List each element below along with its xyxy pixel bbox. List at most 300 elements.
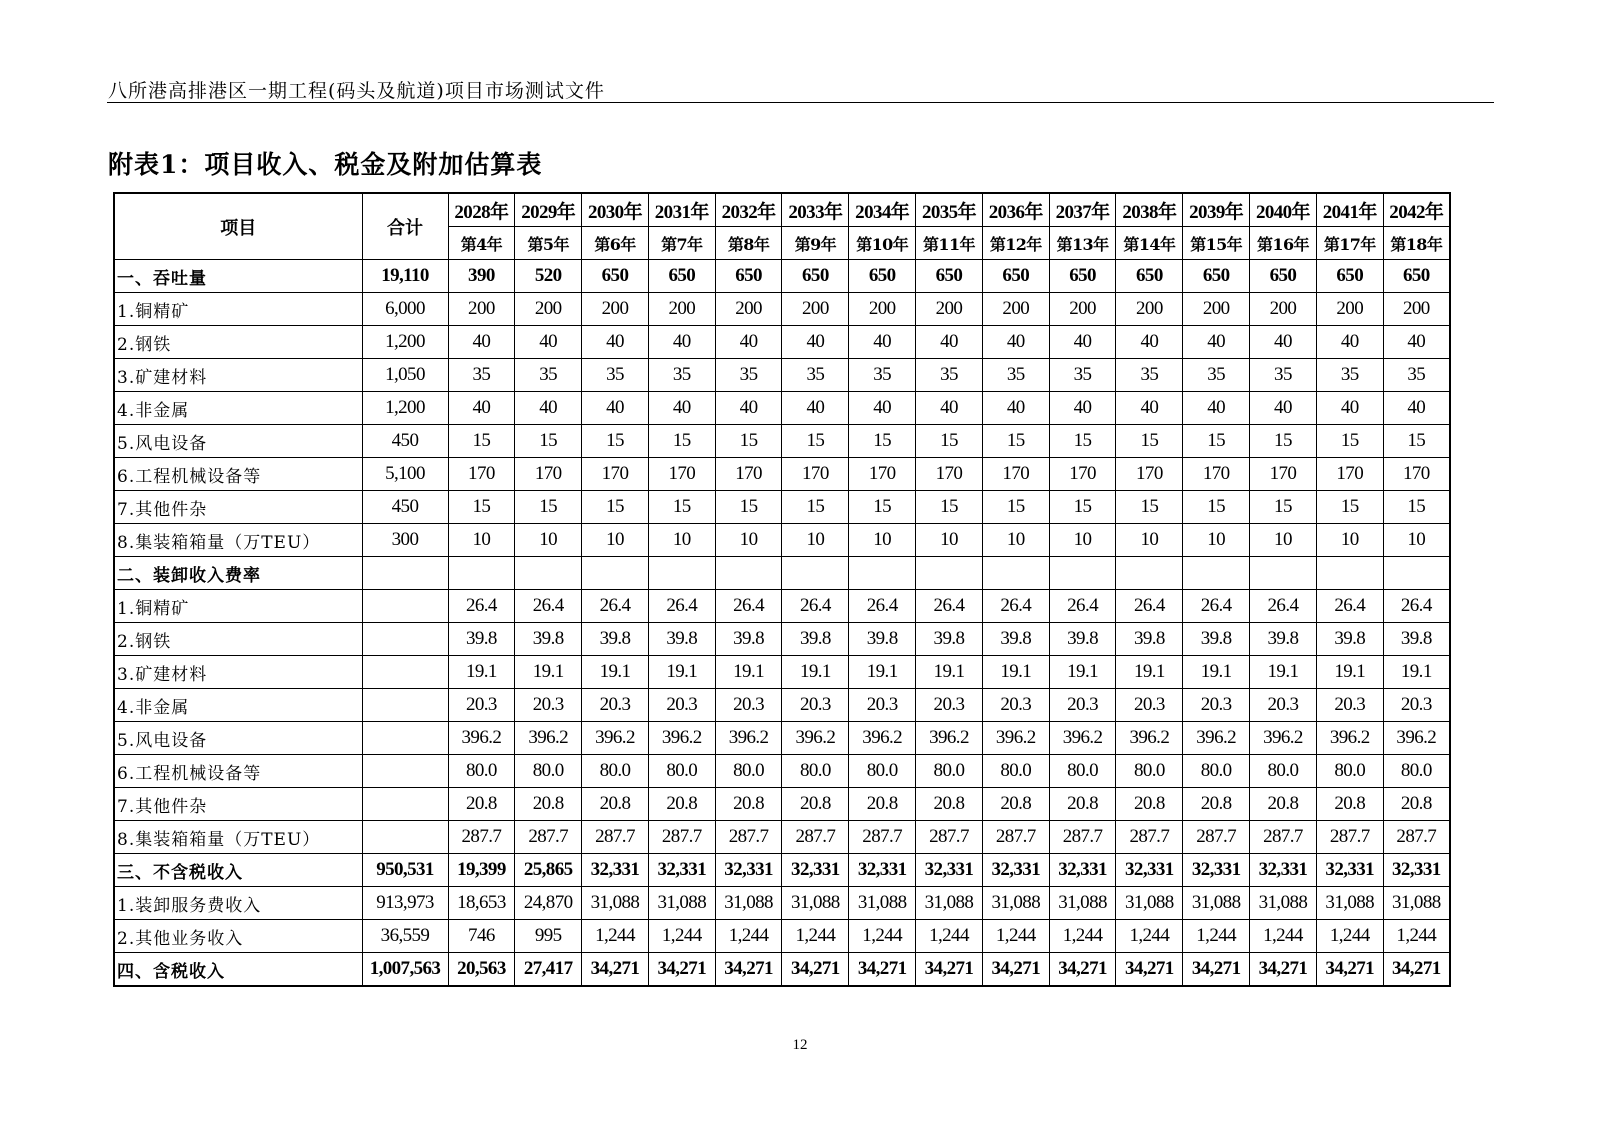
row-label: 2.钢铁 [114, 623, 362, 656]
row-value: 80.0 [1316, 755, 1383, 788]
table-row [114, 656, 1450, 689]
row-value: 20.3 [1250, 689, 1317, 722]
row-value: 396.2 [1183, 722, 1250, 755]
row-label: 三、不含税收入 [114, 854, 362, 887]
row-total [362, 623, 448, 656]
table-row [114, 623, 1450, 656]
row-label: 3.矿建材料 [114, 359, 362, 392]
row-value: 40 [916, 326, 983, 359]
row-value: 15 [849, 425, 916, 458]
row-value [515, 557, 582, 590]
row-value: 1,244 [582, 920, 649, 953]
row-label: 5.风电设备 [114, 722, 362, 755]
row-value: 396.2 [582, 722, 649, 755]
row-value: 520 [515, 260, 582, 293]
row-total [362, 755, 448, 788]
row-value: 26.4 [982, 590, 1049, 623]
row-value: 287.7 [1316, 821, 1383, 854]
row-value: 20.8 [1383, 788, 1450, 821]
row-value: 10 [515, 524, 582, 557]
table-row [114, 590, 1450, 623]
row-value: 80.0 [448, 755, 515, 788]
document-header: 八所港高排港区一期工程(码头及航道)项目市场测试文件 [108, 80, 605, 102]
row-value: 200 [582, 293, 649, 326]
row-value: 287.7 [648, 821, 715, 854]
row-value: 40 [1383, 392, 1450, 425]
row-label: 1.铜精矿 [114, 590, 362, 623]
header-divider [107, 102, 1494, 103]
row-value: 396.2 [1383, 722, 1450, 755]
row-value: 31,088 [1250, 887, 1317, 920]
row-value: 15 [782, 491, 849, 524]
row-value: 19.1 [1183, 656, 1250, 689]
column-header-year: 2036年 [982, 193, 1049, 227]
row-value: 39.8 [1183, 623, 1250, 656]
row-value: 15 [715, 491, 782, 524]
row-value: 200 [1183, 293, 1250, 326]
row-value: 40 [1183, 392, 1250, 425]
row-value: 170 [982, 458, 1049, 491]
row-value: 15 [1049, 491, 1116, 524]
row-value: 26.4 [515, 590, 582, 623]
row-value: 40 [1049, 392, 1116, 425]
row-value: 15 [1250, 491, 1317, 524]
row-value [1383, 557, 1450, 590]
row-label: 4.非金属 [114, 392, 362, 425]
row-value: 15 [982, 425, 1049, 458]
row-value: 32,331 [916, 854, 983, 887]
row-value: 20.3 [1383, 689, 1450, 722]
row-value: 15 [515, 425, 582, 458]
column-header-ordinal: 第7年 [648, 227, 715, 260]
row-total [362, 689, 448, 722]
row-value: 32,331 [1183, 854, 1250, 887]
row-value: 20.8 [782, 788, 849, 821]
row-value: 287.7 [782, 821, 849, 854]
row-value: 40 [1116, 392, 1183, 425]
row-value: 650 [782, 260, 849, 293]
row-value [849, 557, 916, 590]
table-row [114, 392, 1450, 425]
row-total: 36,559 [362, 920, 448, 953]
row-value: 10 [1183, 524, 1250, 557]
row-value: 396.2 [1316, 722, 1383, 755]
row-label: 2.其他业务收入 [114, 920, 362, 953]
row-value: 20.8 [916, 788, 983, 821]
row-value: 32,331 [849, 854, 916, 887]
row-value: 19.1 [782, 656, 849, 689]
row-value [648, 557, 715, 590]
row-value: 19.1 [849, 656, 916, 689]
row-value: 170 [1316, 458, 1383, 491]
column-header-item: 项目 [114, 193, 362, 260]
row-value: 19.1 [715, 656, 782, 689]
column-header-year: 2031年 [648, 193, 715, 227]
row-value: 40 [1049, 326, 1116, 359]
row-value: 200 [515, 293, 582, 326]
column-header-year: 2030年 [582, 193, 649, 227]
row-value: 20.8 [849, 788, 916, 821]
row-value: 40 [782, 392, 849, 425]
row-value: 35 [782, 359, 849, 392]
row-value: 650 [648, 260, 715, 293]
row-value: 34,271 [648, 953, 715, 987]
row-value [1183, 557, 1250, 590]
row-value: 10 [916, 524, 983, 557]
row-value: 170 [782, 458, 849, 491]
row-value: 26.4 [916, 590, 983, 623]
row-value: 287.7 [1049, 821, 1116, 854]
table-row [114, 887, 1450, 920]
row-value: 10 [448, 524, 515, 557]
row-value: 20.3 [582, 689, 649, 722]
row-value: 15 [782, 425, 849, 458]
row-value: 40 [515, 326, 582, 359]
row-value: 20.3 [1049, 689, 1116, 722]
row-value: 19.1 [582, 656, 649, 689]
row-value: 20.8 [1250, 788, 1317, 821]
row-value [1316, 557, 1383, 590]
row-value: 34,271 [849, 953, 916, 987]
row-value: 650 [916, 260, 983, 293]
row-value: 40 [448, 392, 515, 425]
row-value: 15 [448, 425, 515, 458]
row-total: 6,000 [362, 293, 448, 326]
page-number: 12 [792, 1037, 808, 1053]
row-total: 1,050 [362, 359, 448, 392]
row-value: 80.0 [648, 755, 715, 788]
row-value: 200 [982, 293, 1049, 326]
row-value [715, 557, 782, 590]
page-title: 附表1：项目收入、税金及附加估算表 [108, 150, 543, 179]
column-header-ordinal: 第5年 [515, 227, 582, 260]
row-total [362, 788, 448, 821]
row-value: 80.0 [1116, 755, 1183, 788]
row-value: 39.8 [1316, 623, 1383, 656]
row-value: 396.2 [916, 722, 983, 755]
row-value: 650 [1183, 260, 1250, 293]
row-value: 19.1 [1250, 656, 1317, 689]
row-value: 10 [982, 524, 1049, 557]
row-label: 1.装卸服务费收入 [114, 887, 362, 920]
row-value: 20.3 [715, 689, 782, 722]
row-value: 26.4 [1250, 590, 1317, 623]
row-value: 19.1 [515, 656, 582, 689]
row-value: 287.7 [515, 821, 582, 854]
row-value: 39.8 [1116, 623, 1183, 656]
row-value: 35 [715, 359, 782, 392]
row-value: 35 [582, 359, 649, 392]
row-value: 20.3 [1116, 689, 1183, 722]
row-value: 200 [648, 293, 715, 326]
row-value: 34,271 [1383, 953, 1450, 987]
row-value: 10 [1316, 524, 1383, 557]
row-value: 32,331 [1383, 854, 1450, 887]
row-value: 35 [448, 359, 515, 392]
row-value: 170 [1049, 458, 1116, 491]
column-header-year: 2040年 [1250, 193, 1317, 227]
row-value: 20.3 [916, 689, 983, 722]
row-value: 1,244 [648, 920, 715, 953]
table-row [114, 689, 1450, 722]
row-value: 26.4 [1316, 590, 1383, 623]
row-value: 34,271 [1049, 953, 1116, 987]
row-value: 31,088 [715, 887, 782, 920]
row-value: 19.1 [1049, 656, 1116, 689]
row-value: 170 [448, 458, 515, 491]
row-value: 200 [1250, 293, 1317, 326]
row-label: 7.其他件杂 [114, 491, 362, 524]
row-value: 35 [982, 359, 1049, 392]
row-value: 40 [648, 326, 715, 359]
row-value: 26.4 [448, 590, 515, 623]
row-value: 26.4 [782, 590, 849, 623]
row-value: 34,271 [582, 953, 649, 987]
row-value: 26.4 [1183, 590, 1250, 623]
row-value: 390 [448, 260, 515, 293]
row-value: 31,088 [582, 887, 649, 920]
row-value: 20.3 [982, 689, 1049, 722]
row-value: 31,088 [1049, 887, 1116, 920]
table-row [114, 326, 1450, 359]
row-value: 15 [1316, 491, 1383, 524]
column-header-year: 2041年 [1316, 193, 1383, 227]
row-value: 34,271 [1183, 953, 1250, 987]
row-value: 10 [849, 524, 916, 557]
row-value: 15 [1316, 425, 1383, 458]
row-value: 40 [982, 392, 1049, 425]
row-value: 26.4 [582, 590, 649, 623]
row-value: 80.0 [715, 755, 782, 788]
column-header-year: 2028年 [448, 193, 515, 227]
row-value: 20.8 [648, 788, 715, 821]
row-value: 287.7 [849, 821, 916, 854]
row-value: 170 [648, 458, 715, 491]
row-value: 170 [849, 458, 916, 491]
row-value: 39.8 [782, 623, 849, 656]
row-value: 200 [1383, 293, 1450, 326]
row-value: 19.1 [982, 656, 1049, 689]
row-value: 40 [1316, 392, 1383, 425]
row-value: 650 [1049, 260, 1116, 293]
row-value: 396.2 [515, 722, 582, 755]
row-value: 40 [1183, 326, 1250, 359]
row-label: 四、含税收入 [114, 953, 362, 987]
column-header-ordinal: 第18年 [1383, 227, 1450, 260]
row-value: 1,244 [1316, 920, 1383, 953]
row-value: 26.4 [1383, 590, 1450, 623]
row-value: 1,244 [1383, 920, 1450, 953]
row-value: 19.1 [1383, 656, 1450, 689]
row-value: 15 [1383, 491, 1450, 524]
row-value: 34,271 [715, 953, 782, 987]
row-value: 39.8 [582, 623, 649, 656]
column-header-year: 2029年 [515, 193, 582, 227]
row-value: 19.1 [916, 656, 983, 689]
row-value: 170 [515, 458, 582, 491]
row-value: 20.8 [982, 788, 1049, 821]
row-value: 10 [782, 524, 849, 557]
row-label: 8.集装箱箱量（万TEU） [114, 821, 362, 854]
row-value: 20.8 [448, 788, 515, 821]
row-value: 15 [916, 425, 983, 458]
row-total: 950,531 [362, 854, 448, 887]
row-total: 450 [362, 491, 448, 524]
row-total: 913,973 [362, 887, 448, 920]
row-total [362, 590, 448, 623]
row-value: 746 [448, 920, 515, 953]
row-value: 26.4 [849, 590, 916, 623]
column-header-year: 2034年 [849, 193, 916, 227]
column-header-ordinal: 第15年 [1183, 227, 1250, 260]
column-header-ordinal: 第13年 [1049, 227, 1116, 260]
column-header-year: 2032年 [715, 193, 782, 227]
row-value: 34,271 [782, 953, 849, 987]
row-value: 80.0 [582, 755, 649, 788]
row-value: 10 [1250, 524, 1317, 557]
row-value: 10 [648, 524, 715, 557]
row-label: 6.工程机械设备等 [114, 458, 362, 491]
row-value: 39.8 [1049, 623, 1116, 656]
row-value: 19.1 [648, 656, 715, 689]
row-value: 40 [582, 392, 649, 425]
row-value: 39.8 [1250, 623, 1317, 656]
column-header-year: 2035年 [916, 193, 983, 227]
row-value: 32,331 [982, 854, 1049, 887]
row-total: 1,007,563 [362, 953, 448, 987]
row-label: 8.集装箱箱量（万TEU） [114, 524, 362, 557]
table-row [114, 920, 1450, 953]
row-value: 32,331 [648, 854, 715, 887]
row-label: 5.风电设备 [114, 425, 362, 458]
row-value: 1,244 [782, 920, 849, 953]
row-value: 40 [1383, 326, 1450, 359]
row-value: 20.8 [1316, 788, 1383, 821]
income-tax-estimate-table [113, 192, 1451, 987]
row-value: 20.8 [715, 788, 782, 821]
row-value: 19.1 [1116, 656, 1183, 689]
row-value: 396.2 [1116, 722, 1183, 755]
row-value: 20,563 [448, 953, 515, 987]
row-value: 396.2 [448, 722, 515, 755]
row-value: 200 [849, 293, 916, 326]
row-value: 19.1 [448, 656, 515, 689]
row-value: 200 [782, 293, 849, 326]
row-value: 35 [849, 359, 916, 392]
row-value: 200 [715, 293, 782, 326]
row-value: 170 [1250, 458, 1317, 491]
row-value: 170 [715, 458, 782, 491]
row-value: 40 [849, 326, 916, 359]
row-value: 15 [648, 491, 715, 524]
row-value: 80.0 [849, 755, 916, 788]
row-value: 40 [715, 326, 782, 359]
row-value: 200 [1316, 293, 1383, 326]
row-total [362, 722, 448, 755]
row-value: 35 [1250, 359, 1317, 392]
row-value: 15 [515, 491, 582, 524]
table-row [114, 788, 1450, 821]
row-value: 15 [1383, 425, 1450, 458]
table-row [114, 359, 1450, 392]
row-value: 170 [1116, 458, 1183, 491]
row-total [362, 557, 448, 590]
row-value: 396.2 [782, 722, 849, 755]
row-value: 40 [1116, 326, 1183, 359]
column-header-ordinal: 第14年 [1116, 227, 1183, 260]
column-header-year: 2033年 [782, 193, 849, 227]
row-value: 35 [1116, 359, 1183, 392]
row-value: 650 [982, 260, 1049, 293]
column-header-ordinal: 第12年 [982, 227, 1049, 260]
row-value [582, 557, 649, 590]
row-value: 15 [1250, 425, 1317, 458]
row-label: 二、装卸收入费率 [114, 557, 362, 590]
row-value [916, 557, 983, 590]
row-value: 80.0 [1049, 755, 1116, 788]
column-header-ordinal: 第11年 [916, 227, 983, 260]
row-value: 200 [448, 293, 515, 326]
row-value: 287.7 [582, 821, 649, 854]
row-value: 35 [1183, 359, 1250, 392]
row-value: 39.8 [448, 623, 515, 656]
row-value: 15 [916, 491, 983, 524]
row-value: 25,865 [515, 854, 582, 887]
row-value: 40 [849, 392, 916, 425]
row-value: 15 [582, 491, 649, 524]
row-value: 34,271 [1116, 953, 1183, 987]
row-value: 39.8 [849, 623, 916, 656]
row-value: 15 [715, 425, 782, 458]
row-value: 287.7 [448, 821, 515, 854]
row-value [782, 557, 849, 590]
row-value: 20.3 [849, 689, 916, 722]
row-value: 80.0 [916, 755, 983, 788]
row-value: 287.7 [1116, 821, 1183, 854]
row-value: 10 [1116, 524, 1183, 557]
row-value: 20.3 [448, 689, 515, 722]
row-value: 31,088 [1116, 887, 1183, 920]
row-value [1116, 557, 1183, 590]
row-value [1049, 557, 1116, 590]
row-label: 3.矿建材料 [114, 656, 362, 689]
row-total: 1,200 [362, 326, 448, 359]
row-value: 34,271 [982, 953, 1049, 987]
row-total [362, 821, 448, 854]
row-value: 287.7 [1183, 821, 1250, 854]
row-value: 80.0 [1183, 755, 1250, 788]
row-value: 20.8 [582, 788, 649, 821]
row-value: 32,331 [782, 854, 849, 887]
row-value: 26.4 [1049, 590, 1116, 623]
column-header-year: 2039年 [1183, 193, 1250, 227]
row-total [362, 656, 448, 689]
column-header-ordinal: 第4年 [448, 227, 515, 260]
row-value: 20.3 [648, 689, 715, 722]
row-value: 39.8 [916, 623, 983, 656]
row-value: 31,088 [849, 887, 916, 920]
row-value: 32,331 [582, 854, 649, 887]
row-value: 40 [782, 326, 849, 359]
row-value: 15 [1183, 491, 1250, 524]
row-label: 7.其他件杂 [114, 788, 362, 821]
row-value: 35 [1049, 359, 1116, 392]
row-value: 396.2 [982, 722, 1049, 755]
row-value: 35 [648, 359, 715, 392]
row-value: 200 [916, 293, 983, 326]
column-header-ordinal: 第10年 [849, 227, 916, 260]
row-value: 396.2 [1049, 722, 1116, 755]
